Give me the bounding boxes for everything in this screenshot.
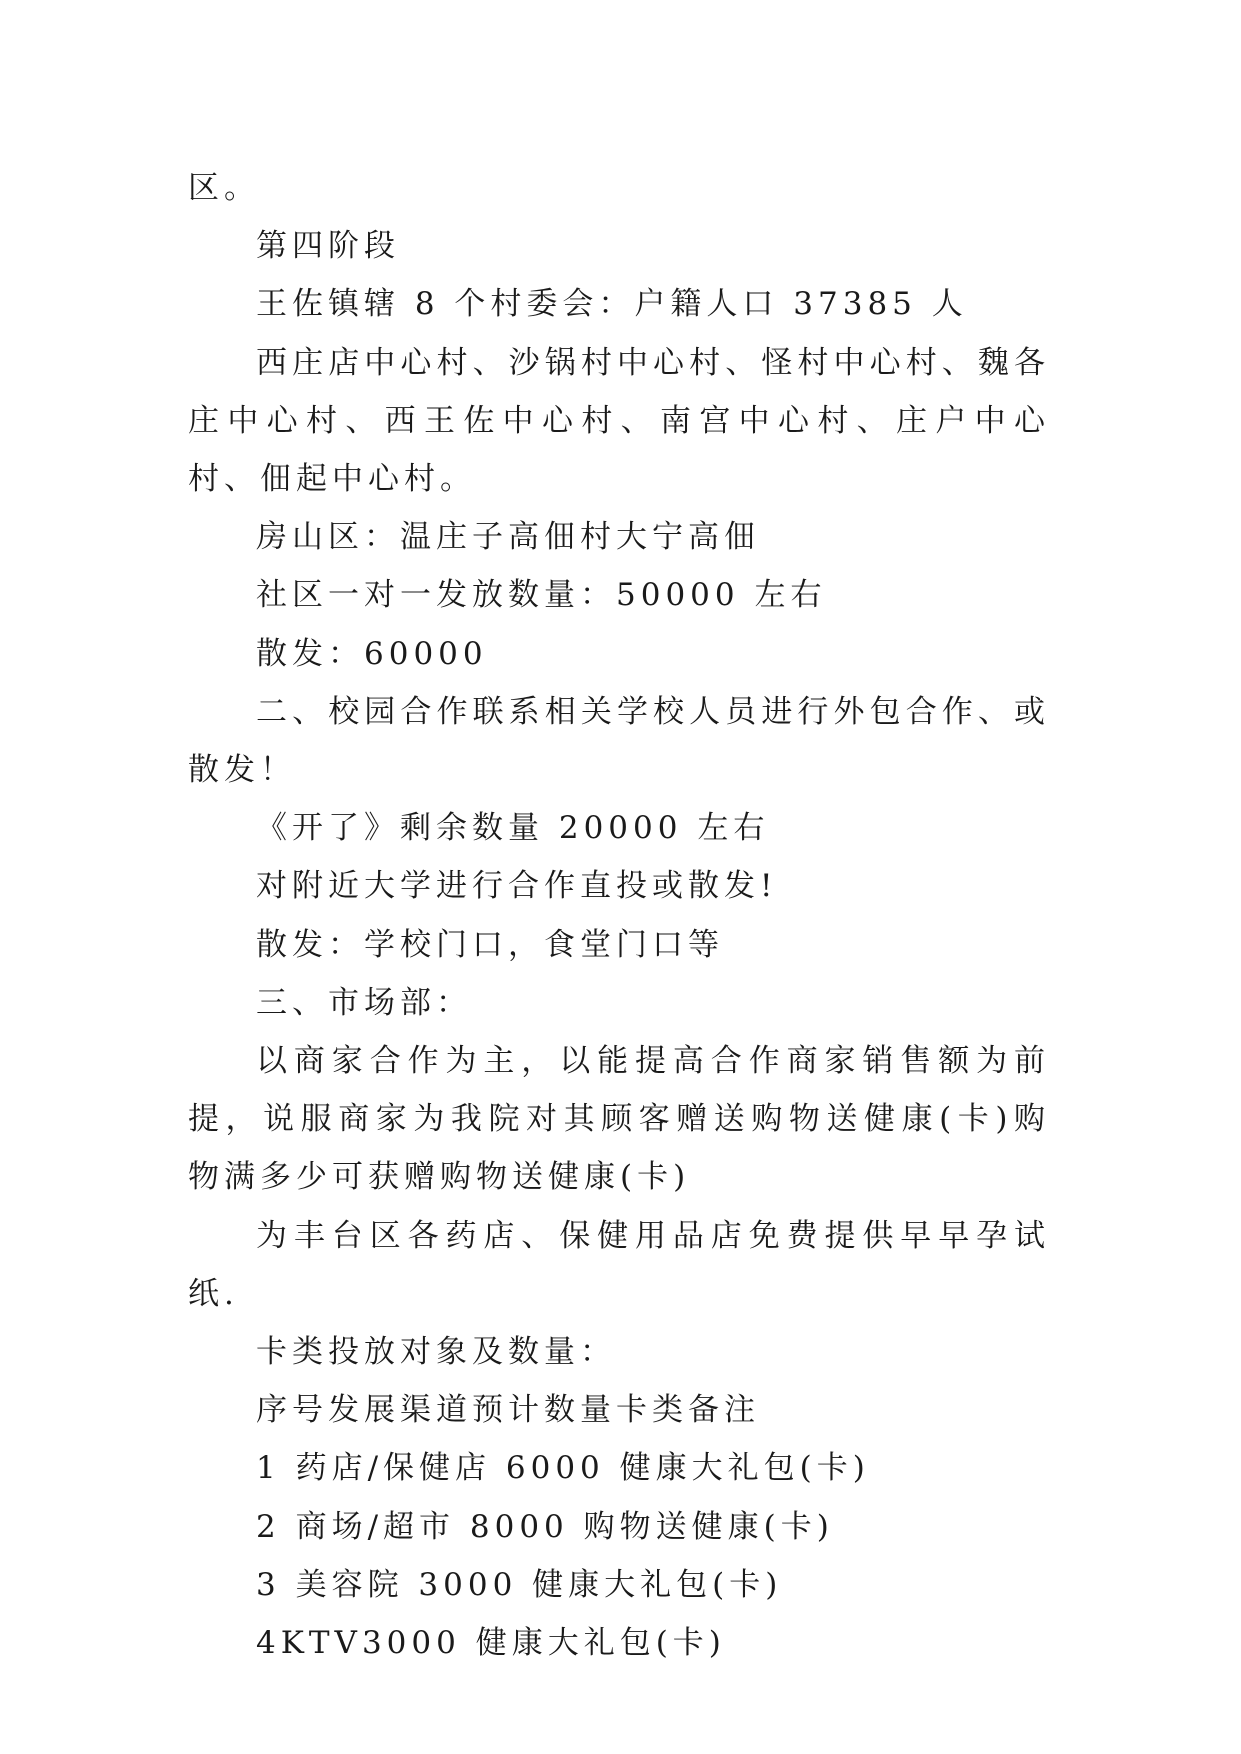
section-heading-campus: 二、校园合作联系相关学校人员进行外包合作、或散发！ [188, 693, 1050, 789]
paragraph-village-list: 西庄店中心村、沙锅村中心村、怪村中心村、魏各庄中心村、西王佐中心村、南宫中心村、庄户中心村、佃起中心村。 [188, 344, 1050, 498]
list-header-row: 序号发展渠道预计数量卡类备注 [256, 1392, 760, 1429]
paragraph-merchant-cooperation: 以商家合作为主，以能提高合作商家销售额为前提，说服商家为我院对其顾客赠送购物送健康(卡)购物满多少可获赠购物送健康(卡) [188, 1043, 1050, 1196]
paragraph-continuation: 区。 [188, 170, 260, 206]
section-heading-stage-four: 第四阶段 [256, 228, 400, 265]
list-item: 1 药店/保健店 6000 健康大礼包(卡) [256, 1450, 870, 1487]
paragraph-scatter-count: 散发：60000 [256, 635, 488, 672]
paragraph-scatter-locations: 散发：学校门口，食堂门口等 [256, 926, 724, 963]
paragraph-fangshan: 房山区：温庄子高佃村大宁高佃 [256, 519, 760, 556]
list-item: 4KTV3000 健康大礼包(卡) [256, 1625, 726, 1662]
list-item: 2 商场/超市 8000 购物送健康(卡) [256, 1508, 834, 1545]
paragraph-card-targets-heading: 卡类投放对象及数量： [256, 1334, 616, 1371]
paragraph-community-distribution: 社区一对一发放数量：50000 左右 [256, 577, 827, 614]
paragraph-pharmacy-supply: 为丰台区各药店、保健用品店免费提供早早孕试纸. [188, 1217, 1050, 1312]
document-body [188, 159, 1050, 1672]
paragraph-remaining-count: 《开了》剩余数量 20000 左右 [256, 810, 770, 847]
list-item: 3 美容院 3000 健康大礼包(卡) [256, 1566, 783, 1603]
section-heading-marketing: 三、市场部： [256, 984, 472, 1021]
paragraph-university-cooperation: 对附近大学进行合作直投或散发! [256, 868, 778, 905]
paragraph-wangzuo-population: 王佐镇辖 8 个村委会：户籍人口 37385 人 [256, 286, 968, 323]
